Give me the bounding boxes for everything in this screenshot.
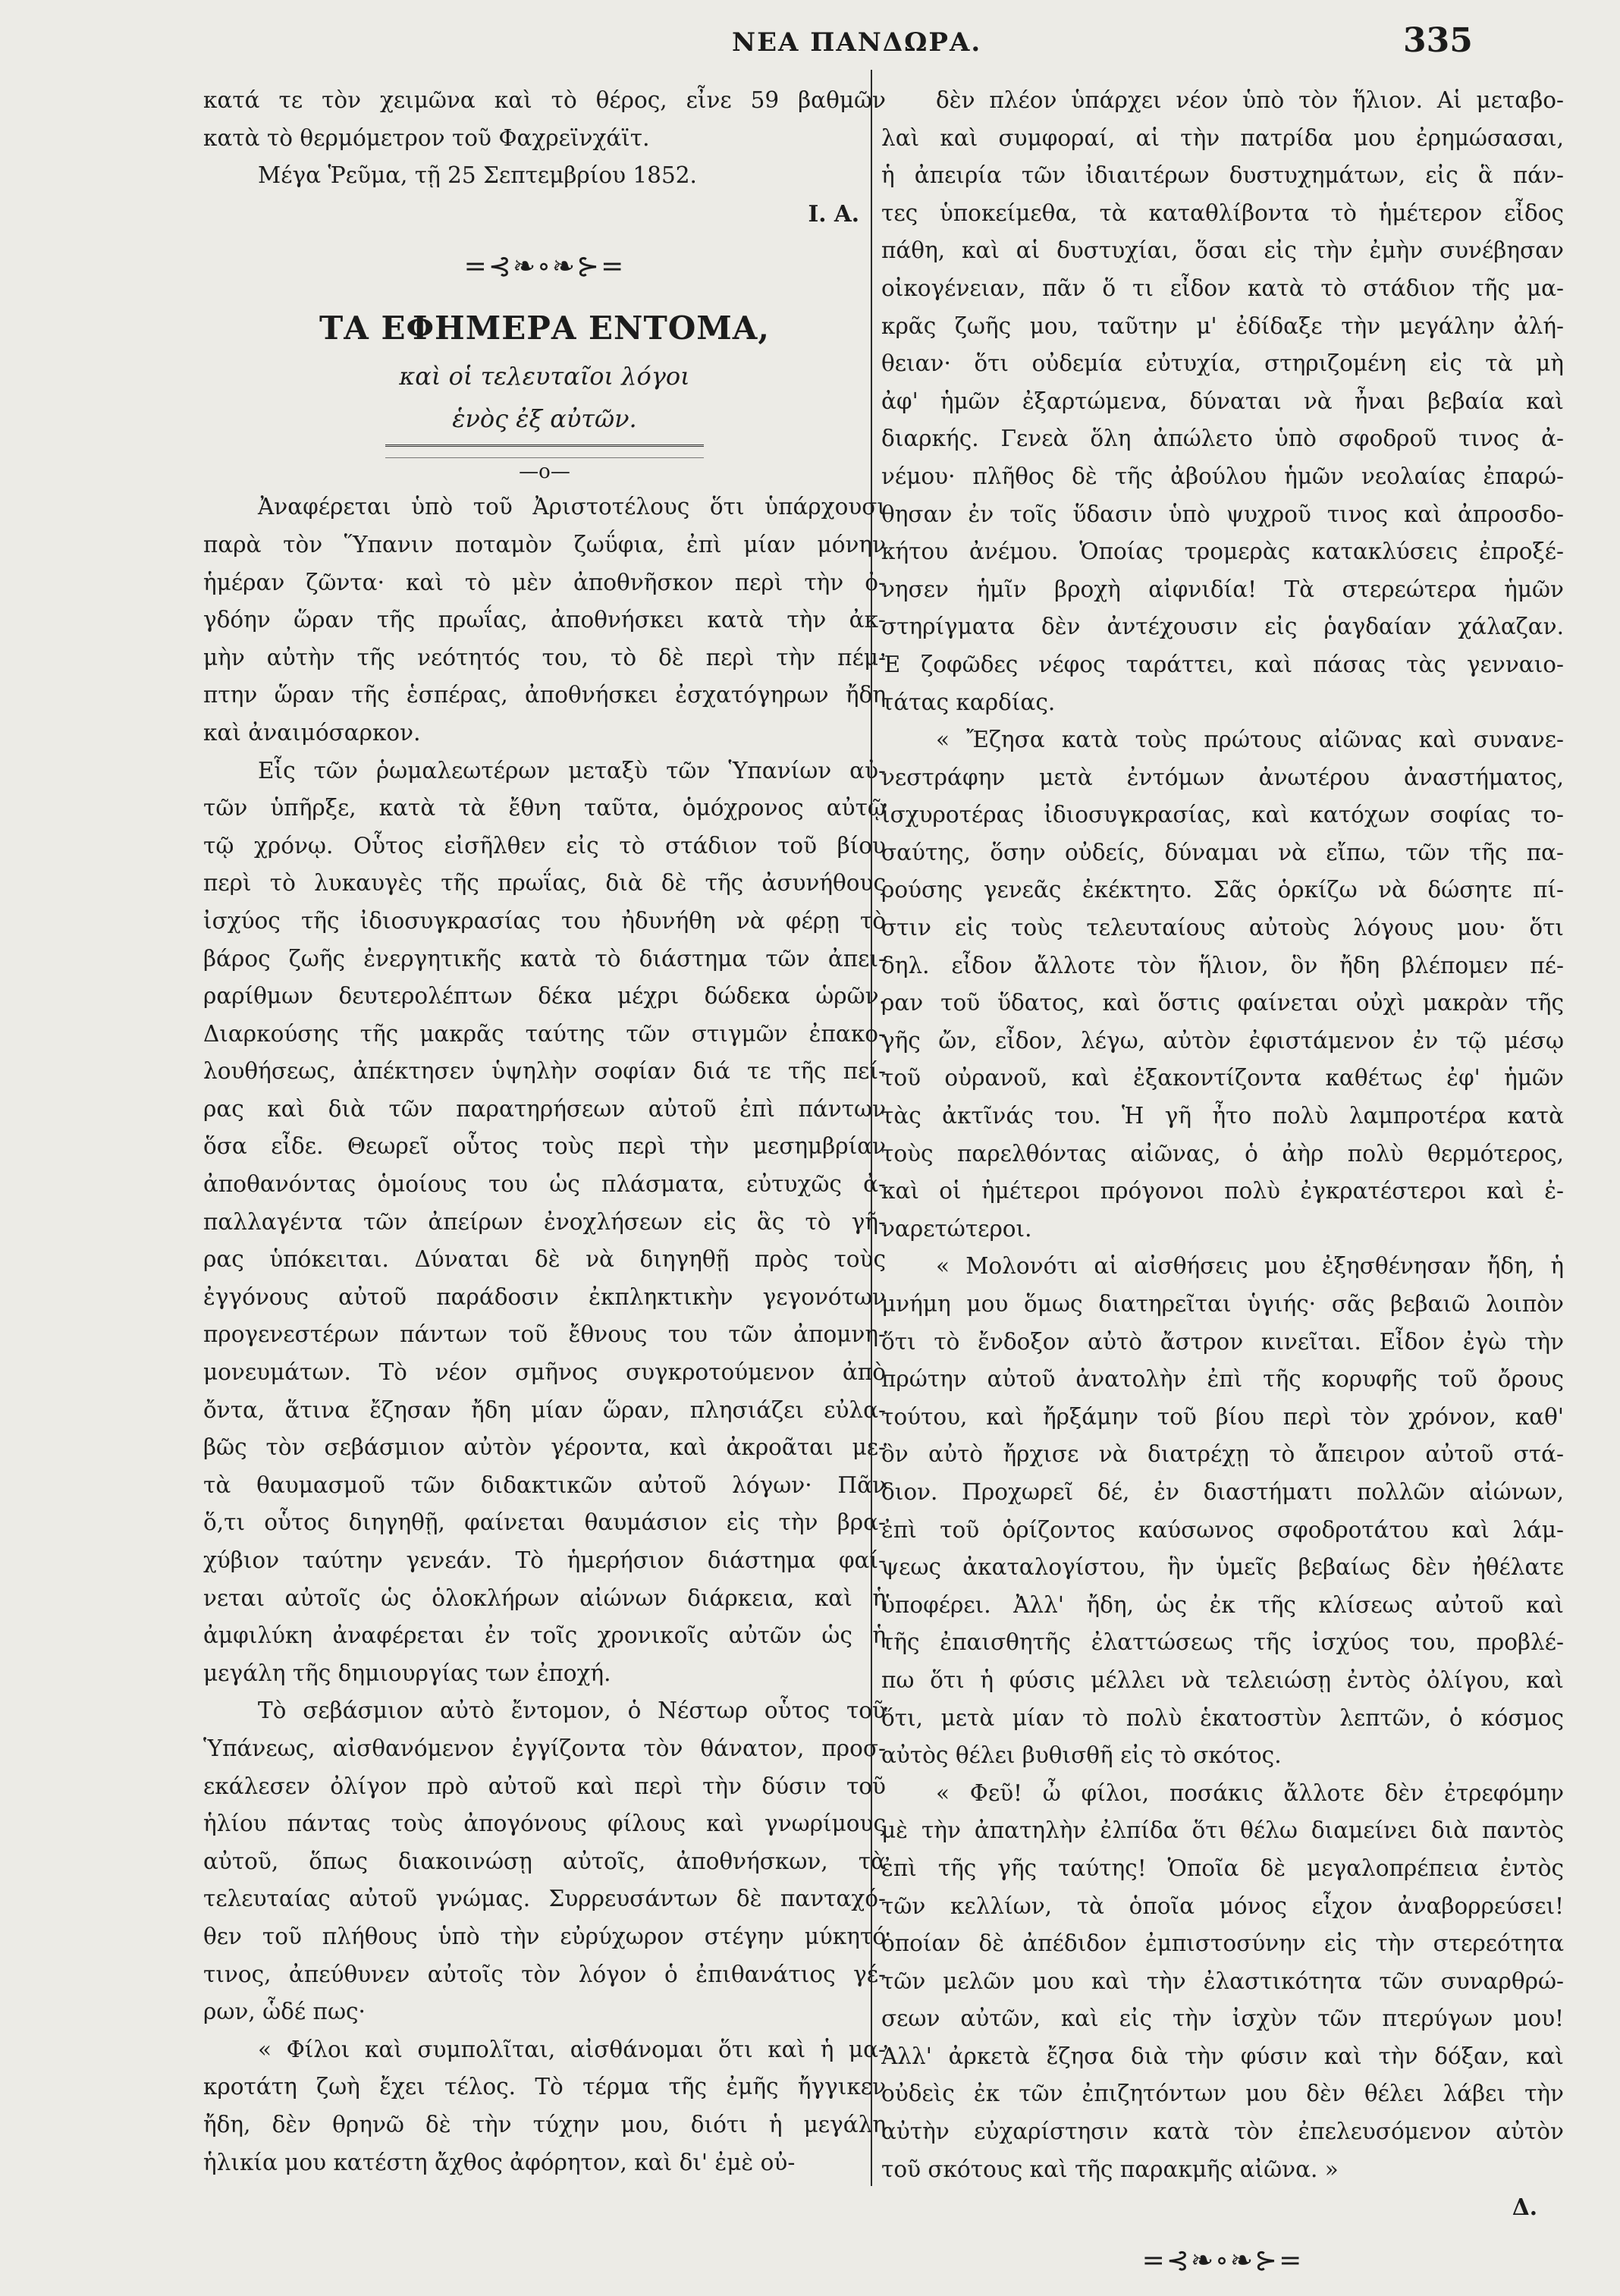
text-line: δηλ. εἶδον ἄλλοτε τὸν ἥλιον, ὃν ἤδη βλέπομεν πέ- <box>881 952 1564 978</box>
text-line: προγενεστέρων πάντων τοῦ ἔθνους του τῶν ἀπομνη- <box>203 1321 886 1348</box>
text-line: κατά τε τὸν χειμῶνα καὶ τὸ θέρος, εἶνε 59 βαθμῶν <box>203 87 886 113</box>
text-line: αὐτοῦ, ὅπως διακοινώσῃ αὐτοῖς, ἀποθνήσκων, τὰ <box>203 1848 886 1874</box>
text-line: ρας καὶ διὰ τῶν παρατηρήσεων αὐτοῦ ἐπὶ πάντων <box>203 1095 886 1122</box>
fleuron-icon: =⊰❧∘❧⊱= <box>463 251 626 283</box>
text-line: « Μολονότι αἱ αἰσθήσεις μου ἐξησθένησαν ἤδη, ἡ <box>936 1253 1564 1280</box>
text-line: « Ἔζησα κατὰ τοὺς πρώτους αἰῶνας καὶ συνανε- <box>936 727 1564 753</box>
text-line: « Φίλοι καὶ συμπολῖται, αἰσθάνομαι ὅτι καὶ ἡ μα- <box>258 2036 886 2062</box>
journal-title: ΝΕΑ ΠΑΝΔΩΡΑ. <box>732 27 982 58</box>
text-line: ψεως ἀκαταλογίστου, ἣν ὑμεῖς βεβαίως δὲν ἠθέλατε <box>881 1554 1564 1581</box>
title-rule <box>385 444 704 458</box>
right-column <box>881 82 1564 2296</box>
paragraph <box>203 1692 886 2031</box>
text-line: περὶ τὸ λυκαυγὲς τῆς πρωΐας, διὰ δὲ τῆς ἀσυνήθους <box>203 870 886 897</box>
text-line: ραν τοῦ ὕδατος, καὶ ὅστις φαίνεται οὐχὶ μακρὰν τῆς <box>881 990 1564 1016</box>
initials: Ι. Α. <box>808 199 859 227</box>
article-title: ΤΑ ΕΦΗΜΕΡΑ ΕΝΤΟΜΑ, <box>319 309 770 347</box>
text-line: ἡμέραν ζῶντα· καὶ τὸ μὲν ἀποθνῆσκον περὶ τὴν ὀ- <box>203 569 886 595</box>
text-line: ρούσης γενεᾶς ἐκέκτητο. Σᾶς ὁρκίζω νὰ δώσητε πί- <box>881 877 1564 903</box>
text-line: ὄντα, ἅτινα ἔζησαν ἤδη μίαν ὥραν, πλησιάζει εὐλα- <box>203 1396 886 1423</box>
text-line: Ἐ ζοφῶδες νέφος ταράττει, καὶ πάσας τὰς γενναιο- <box>881 651 1564 677</box>
article-body-right <box>881 82 1564 2188</box>
text-line: ἀποθανόντας ὁμοίους του ὡς πλάσματα, εὐτυχῶς ἀ- <box>203 1171 886 1198</box>
text-line: τελευταίας αὐτοῦ γνώμας. Συρρευσάντων δὲ πανταχό- <box>203 1886 886 1912</box>
text-line: μνήμη μου ὅμως διατηρεῖται ὑγιής· σᾶς βεβαιῶ λοιπὸν <box>881 1291 1564 1317</box>
text-line: θειαν· ὅτι οὐδεμία εὐτυχία, στηριζομένη εἰς τὰ μὴ <box>881 350 1564 377</box>
text-line: πτην ὥραν τῆς ἑσπέρας, ἀποθνήσκει ἐσχατόγηρων ἤδη <box>203 682 886 708</box>
text-line: ὃν αὐτὸ ἤρχισε νὰ διατρέχῃ τὸ ἄπειρον αὐτοῦ στά- <box>881 1441 1564 1468</box>
text-line: αὐτὸς θέλει βυθισθῆ εἰς τὸ σκότος. <box>881 1742 1282 1769</box>
text-line: βῶς τὸν σεβάσμιον αὐτὸν γέροντα, καὶ ἀκροᾶται με- <box>203 1434 886 1461</box>
page-number: 335 <box>1403 21 1473 60</box>
text-line: ραρίθμων δευτερολέπτων δέκα μέχρι δώδεκα ὡρῶν. <box>203 983 886 1010</box>
text-line: ὁποίαν δὲ ἀπέδιδον ἐμπιστοσύνην εἰς τὴν στερεότητα <box>881 1930 1564 1957</box>
text-line: ὅσα εἶδε. Θεωρεῖ οὗτος τοὺς περὶ τὴν μεσημβρίαν <box>203 1133 886 1160</box>
paragraph <box>881 1248 1564 1774</box>
text-line: κατὰ τὸ θερμόμετρον τοῦ Φαχρεϊνχάϊτ. <box>203 124 650 151</box>
text-line: πω ὅτι ἡ φύσις μέλλει νὰ τελειώσῃ ἐντὸς ὀλίγου, καὶ <box>881 1666 1564 1693</box>
running-head <box>0 21 1620 67</box>
text-line: ἰσχύος τῆς ἰδιοσυγκρασίας του ἠδυνήθη νὰ φέρῃ τὸ <box>203 907 886 934</box>
text-line: Τὸ σεβάσμιον αὐτὸ ἔντομον, ὁ Νέστωρ οὗτος τοῦ <box>258 1698 886 1724</box>
text-line: πρώτην αὐτοῦ ἀνατολὴν ἐπὶ τῆς κορυφῆς τοῦ ὄρους <box>881 1366 1564 1393</box>
paragraph <box>881 82 1564 721</box>
text-line: Ἀλλ' ἀρκετὰ ἔζησα διὰ τὴν φύσιν καὶ τὴν δόξαν, καὶ <box>881 2043 1564 2069</box>
text-line: ὅτι τὸ ἔνδοξον αὐτὸ ἄστρον κινεῖται. Εἶδον ἐγὼ τὴν <box>881 1328 1564 1355</box>
text-line: νεται αὐτοῖς ὡς ὁλοκλήρων αἰώνων διάρκεια, καὶ ἡ <box>203 1585 886 1611</box>
text-line: μονευμάτων. Τὸ νέον σμῆνος συγκροτούμενον ἀπὸ <box>203 1359 886 1386</box>
text-line: ρας ὑπόκειται. Δύναται δὲ νὰ διηγηθῇ πρὸς τοὺς <box>203 1246 886 1273</box>
paragraph <box>881 721 1564 1248</box>
text-line: ἀφ' ἡμῶν ἐξαρτώμενα, δύναται νὰ ἦναι βεβαία καὶ <box>881 388 1564 414</box>
text-line: νησεν ἡμῖν βροχὴ αἰφνιδία! Τὰ στερεώτερα ἡμῶν <box>881 576 1564 602</box>
text-line: τῶν κελλίων, τὰ ὁποῖα μόνος εἶχον ἀναβορρεύσει! <box>881 1892 1564 1919</box>
text-line: νέμου· πλῆθος δὲ τῆς ἀβούλου ἡμῶν νεολαίας ἐπαρώ- <box>881 463 1564 489</box>
text-line: σαύτης, ὅσην οὐδείς, δύναμαι νὰ εἴπω, τῶν τῆς πα- <box>881 839 1564 865</box>
text-line: στιν εἰς τοὺς τελευταίους αὐτοὺς λόγους μου· ὅτι <box>881 915 1564 941</box>
text-line: Διαρκούσης τῆς μακρᾶς ταύτης τῶν στιγμῶν ἐπακο- <box>203 1020 886 1047</box>
text-line: οὐδεὶς ἐκ τῶν ἐπιζητόντων μου δὲν θέλει λάβει τὴν <box>881 2081 1564 2107</box>
text-line: τοὺς παρελθόντας αἰῶνας, ὁ ἀὴρ πολὺ θερμότερος, <box>881 1140 1564 1167</box>
text-line: ἐπὶ τῆς γῆς ταύτης! Ὁποῖα δὲ μεγαλοπρέπεια ἐντὸς <box>881 1855 1564 1881</box>
text-line: κρᾶς ζωῆς μου, ταῦτην μ' ἐδίδαξε τὴν μεγάλην ἀλή- <box>881 313 1564 339</box>
paragraph <box>203 752 886 1693</box>
text-line: τῆς ἐπαισθητῆς ἐλαττώσεως τῆς ἰσχύος του, προβλέ- <box>881 1629 1564 1656</box>
text-line: Ἀναφέρεται ὑπὸ τοῦ Ἀριστοτέλους ὅτι ὑπάρχουσι <box>258 494 886 520</box>
text-line: τοῦ οὐρανοῦ, καὶ ἐξακοντίζοντα καθέτως ἐφ' ἡμῶν <box>881 1065 1564 1091</box>
text-line: ρων, ὧδέ πως· <box>203 1999 366 2025</box>
text-line: ὑποφέρει. Ἀλλ' ἤδη, ὡς ἐκ τῆς κλίσεως αὐτοῦ καὶ <box>881 1591 1564 1618</box>
text-line: τὰ θαυμασμοῦ τῶν διδακτικῶν αὐτοῦ λόγων· Πᾶν <box>203 1472 886 1498</box>
text-line: Εἷς τῶν ῥωμαλεωτέρων μεταξὺ τῶν Ὑπανίων αὐ- <box>258 757 886 784</box>
text-line: κήτου ἀνέμου. Ὁποίας τρομερὰς κατακλύσεις ἐπροξέ- <box>881 539 1564 565</box>
text-line: ἡλίου πάντας τοὺς ἀπογόνους φίλους καὶ γνωρίμους <box>203 1811 886 1837</box>
text-line: τῶν ὑπῆρξε, κατὰ τὰ ἔθνη ταῦτα, ὁμόχρονος αὐτῷ <box>203 795 886 821</box>
separator-mark: —o— <box>519 460 570 484</box>
text-line: τῶν μελῶν μου καὶ τὴν ἐλαστικότητα τῶν συναρθρώ- <box>881 1968 1564 1994</box>
article-body-left <box>203 488 886 2181</box>
text-line: τοῦ σκότους καὶ τῆς παρακμῆς αἰῶνα. » <box>881 2156 1339 2182</box>
text-line: ἰσχυροτέρας ἰδιοσυγκρασίας, καὶ κατόχων σοφίας το- <box>881 802 1564 828</box>
text-line: διαρκής. Γενεὰ ὅλη ἀπώλετο ὑπὸ σφοδροῦ τινος ἀ- <box>881 426 1564 452</box>
end-ornament <box>881 2226 1564 2296</box>
text-line: μὲ τὴν ἀπατηλὴν ἐλπίδα ὅτι θέλω διαμείνει διὰ παντὸς <box>881 1817 1564 1844</box>
text-line: τες ὑποκείμεθα, τὰ καταθλίβοντα τὸ ἡμέτερον εἶδος <box>881 199 1564 226</box>
text-line: δὲν πλέον ὑπάρχει νέον ὑπὸ τὸν ἥλιον. Αἱ μεταβο- <box>936 87 1564 113</box>
text-line: ἤδη, δὲν θρηνῶ δὲ τὴν τύχην μου, διότι ἡ μεγάλη <box>203 2111 886 2137</box>
text-line: γῆς ὤν, εἶδον, λέγω, αὐτὸν ἐφιστάμενον ἐν τῷ μέσῳ <box>881 1027 1564 1054</box>
paragraph <box>203 2031 886 2181</box>
text-line: « Φεῦ! ὦ φίλοι, ποσάκις ἄλλοτε δὲν ἐτρεφόμην <box>936 1779 1564 1806</box>
text-line: παρὰ τὸν Ὕπανιν ποταμὸν ζωΰφια, ἐπὶ μίαν μόνην <box>203 531 886 558</box>
signature: Δ. <box>1512 2194 1537 2221</box>
text-line: κροτάτη ζωὴ ἔχει τέλος. Τὸ τέρμα τῆς ἐμῆς ἤγγικεν <box>203 2074 886 2100</box>
text-line: ναρετώτεροι. <box>881 1215 1032 1242</box>
paragraph <box>203 488 886 752</box>
text-line: ἡλικία μου κατέστη ἄχθος ἀφόρητον, καὶ δι' ἐμὲ οὐ- <box>203 2149 796 2175</box>
text-line: στηρίγματα δὲν ἀντέχουσιν εἰς ῥαγδαίαν χάλαζαν. <box>881 614 1564 640</box>
text-line: λαὶ καὶ συμφοραί, αἱ τὴν πατρίδα μου ἐρημώσασαι, <box>881 124 1564 151</box>
text-line: Ὑπάνεως, αἰσθανόμενον ἐγγίζοντα τὸν θάνατον, προσ- <box>203 1735 886 1761</box>
text-line: ἐγγόνους αὐτοῦ παράδοσιν ἐκπληκτικὴν γεγονότων <box>203 1283 886 1310</box>
text-line: οἰκογένειαν, πᾶν ὅ τι εἶδον κατὰ τὸ στάδιον τῆς μα- <box>881 275 1564 301</box>
text-line: σεων αὐτῶν, καὶ εἰς τὴν ἰσχὺν τῶν πτερύγων μου! <box>881 2005 1564 2032</box>
text-line: ὅ,τι οὗτος διηγηθῇ, φαίνεται θαυμάσιον εἰς τὴν βρα- <box>203 1509 886 1536</box>
text-line: θησαν ἐν τοῖς ὕδασιν ὑπὸ ψυχροῦ τινος καὶ ἀπροσδο- <box>881 501 1564 527</box>
text-line: νεστράφην μετὰ ἐντόμων ἀνωτέρου ἀναστήματος, <box>881 764 1564 790</box>
text-line: καὶ ἀναιμόσαρκον. <box>203 719 421 746</box>
text-line: μεγάλη τῆς δημιουργίας των ἐποχή. <box>203 1660 611 1686</box>
text-line: αὐτὴν εὐχαρίστησιν κατὰ τὸν ἐπελευσόμενον αὐτὸν <box>881 2119 1564 2145</box>
article-subtitle: ἑνὸς ἐξ αὐτῶν. <box>452 404 637 434</box>
text-line: ἐπὶ τοῦ ὁρίζοντος καύσωνος σφοδροτάτου καὶ λάμ- <box>881 1516 1564 1543</box>
text-line: θεν τοῦ πλήθους ὑπὸ τὴν εὐρύχωρον στέγην μύκητό <box>203 1923 886 1949</box>
text-line: βάρος ζωῆς ἐνεργητικῆς κατὰ τὸ διάστημα τῶν ἀπει- <box>203 945 886 972</box>
text-line: τινος, ἀπεύθυνεν αὐτοῖς τὸν λόγον ὁ ἐπιθανάτιος γέ- <box>203 1961 886 1987</box>
text-line: διον. Προχωρεῖ δέ, ἐν διαστήματι πολλῶν αἰώνων, <box>881 1478 1564 1505</box>
text-line: τῷ χρόνῳ. Οὗτος εἰσῆλθεν εἰς τὸ στάδιον τοῦ βίου <box>203 832 886 859</box>
place-date: Μέγα Ῥεῦμα, τῇ 25 Σεπτεμβρίου 1852. <box>258 162 697 189</box>
text-line: τὰς ἀκτῖνάς του. Ἡ γῆ ἦτο πολὺ λαμπροτέρα κατὰ <box>881 1103 1564 1129</box>
text-line: ἡ ἀπειρία τῶν ἰδιαιτέρων δυστυχημάτων, εἰς ἃ πάν- <box>881 162 1564 189</box>
text-line: ἀμφιλύκη ἀναφέρεται ἐν τοῖς χρονικοῖς αὐτῶν ὡς ἡ <box>203 1622 886 1649</box>
text-line: λουθήσεως, ἀπέκτησεν ὑψηλὴν σοφίαν διά τε τῆς πεί- <box>203 1058 886 1085</box>
fleuron-icon: =⊰❧∘❧⊱= <box>1141 2244 1304 2276</box>
text-line: παλλαγέντα τῶν ἀπείρων ἐνοχλήσεων εἰς ἃς τὸ γῆ- <box>203 1208 886 1235</box>
text-line: γδόην ὥραν τῆς πρωΐας, ἀποθνήσκει κατὰ τὴν ἀκ- <box>203 607 886 633</box>
text-line: τούτου, καὶ ἤρξάμην τοῦ βίου περὶ τὸν χρόνον, καθ' <box>881 1403 1564 1430</box>
text-line: εκάλεσεν ὀλίγον πρὸ αὐτοῦ καὶ περὶ τὴν δύσιν τοῦ <box>203 1773 886 1799</box>
text-line: τάτας καρδίας. <box>881 689 1056 715</box>
text-line: χύβιον ταύτην γενεάν. Τὸ ἡμερήσιον διάστημα φαί- <box>203 1547 886 1573</box>
text-line: πάθη, καὶ αἱ δυστυχίαι, ὅσαι εἰς τὴν ἐμὴν συνέβησαν <box>881 237 1564 264</box>
ornament-divider <box>203 232 886 302</box>
text-line: καὶ οἱ ἡμέτεροι πρόγονοι πολὺ ἐγκρατέστεροι καὶ ἐ- <box>881 1178 1564 1205</box>
paragraph <box>881 1775 1564 2189</box>
article-subtitle: καὶ οἱ τελευταῖοι λόγοι <box>399 362 690 391</box>
text-line: μὴν αὐτὴν τῆς νεότητός του, τὸ δὲ περὶ τὴν πέμ- <box>203 644 886 671</box>
text-line: ὅτι, μετὰ μίαν τὸ πολὺ ἑκατοστὺν λεπτῶν, ὁ κόσμος <box>881 1704 1564 1731</box>
left-column <box>203 82 886 2181</box>
